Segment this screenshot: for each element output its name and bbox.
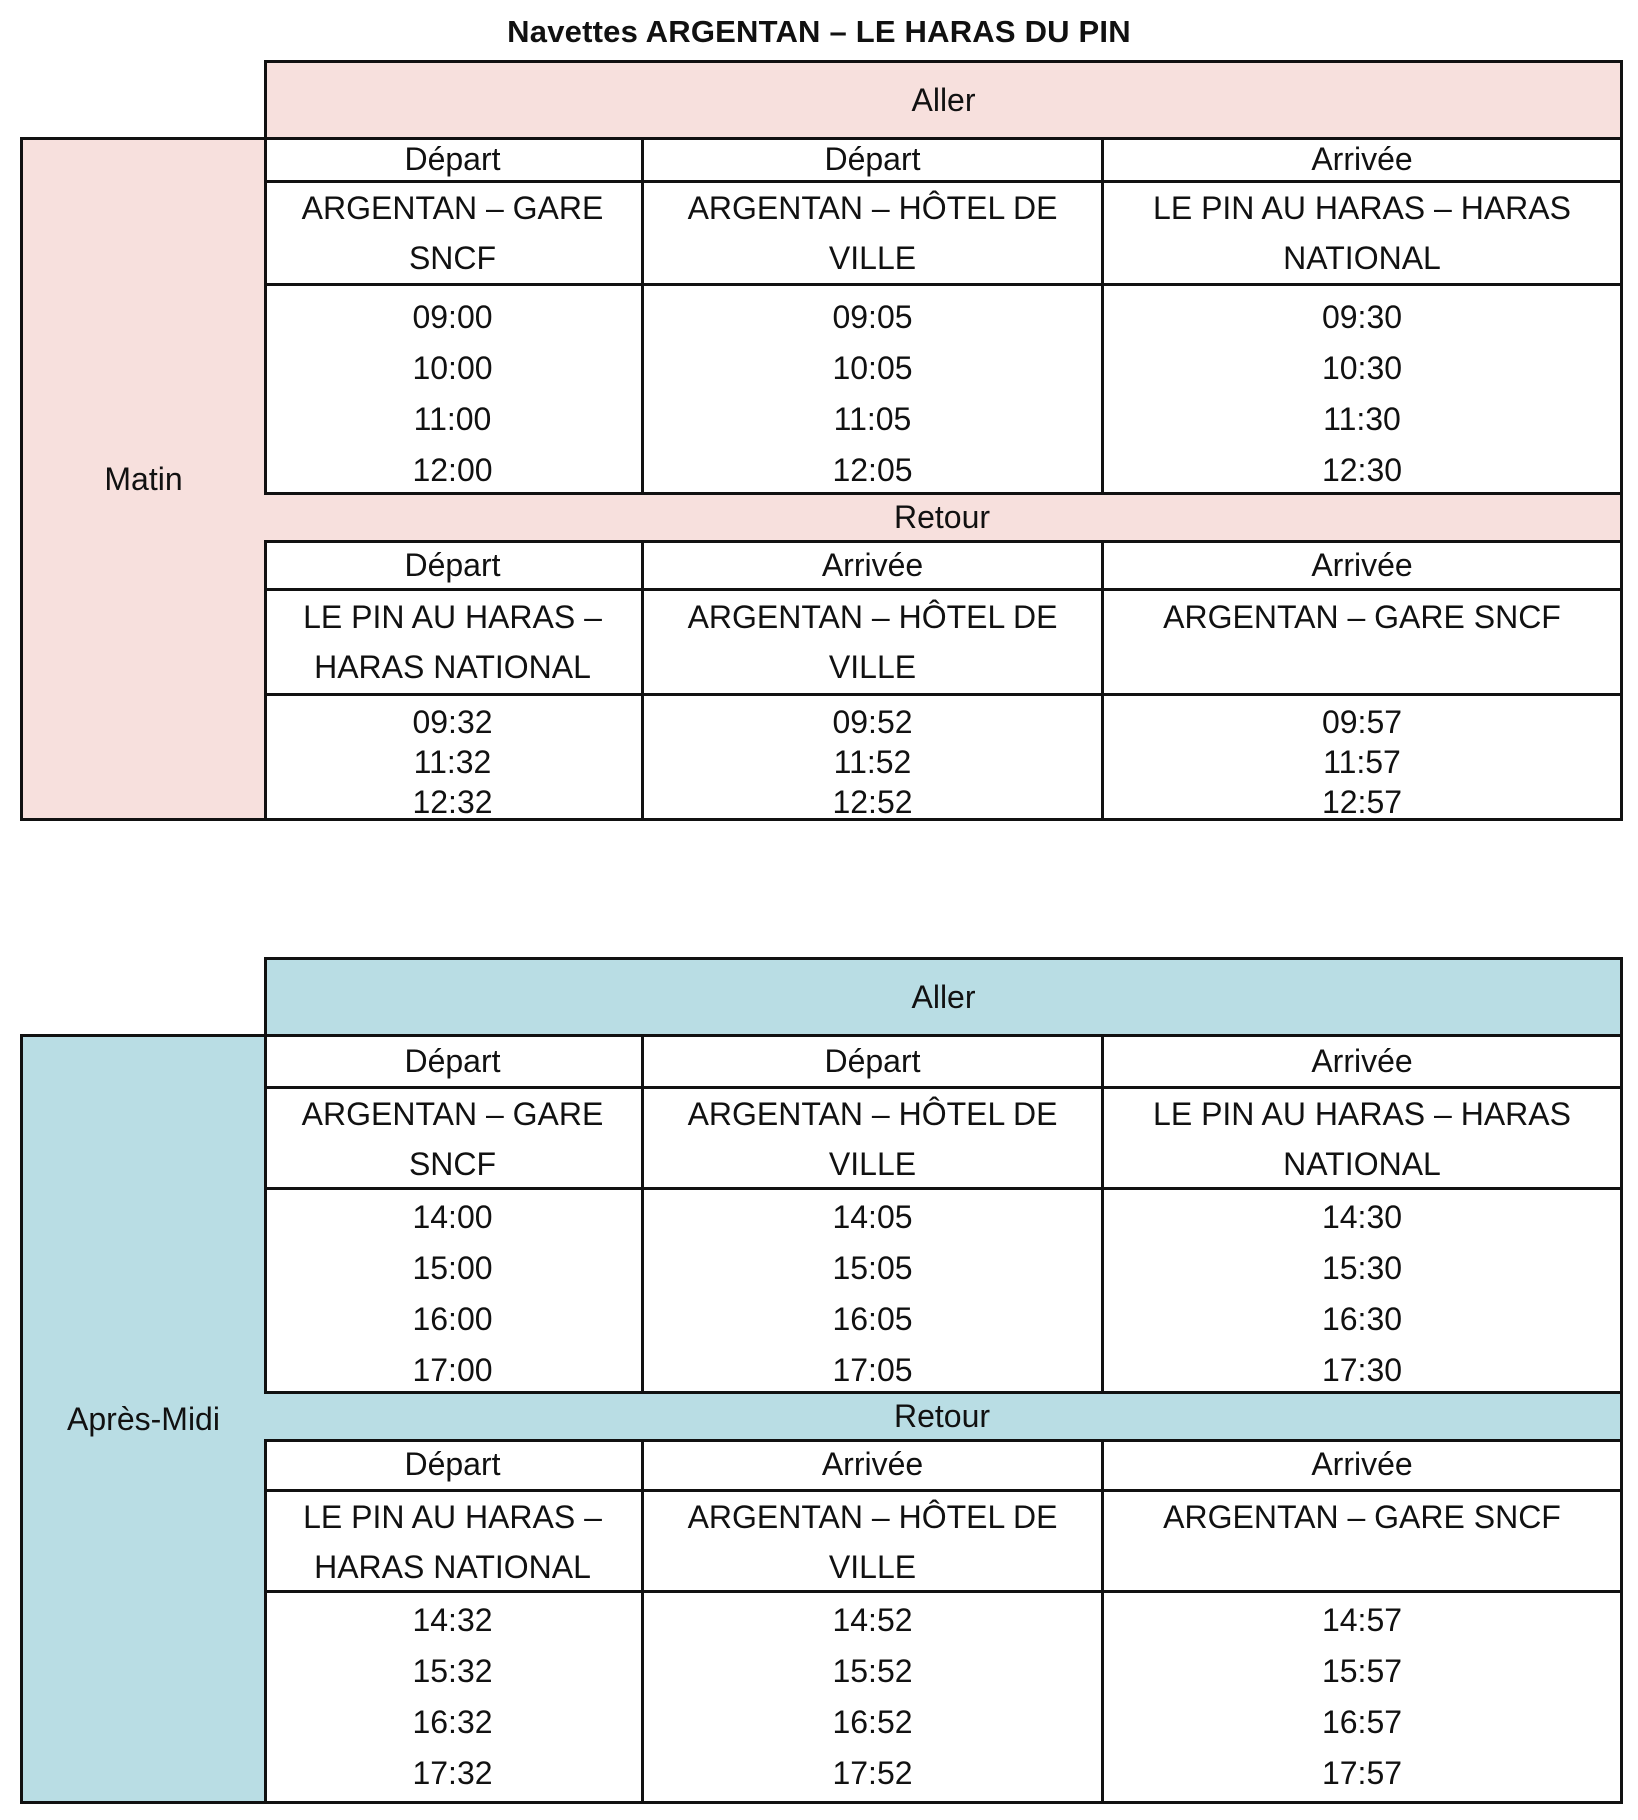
col-header: Arrivée	[1311, 1043, 1413, 1079]
time-cell: 14:52	[832, 1602, 913, 1638]
retour-header: Retour	[264, 1394, 1620, 1439]
time-cell: 14:30	[1321, 1199, 1403, 1235]
col-header: Départ	[404, 1043, 501, 1079]
time-cell: 09:32	[412, 704, 493, 740]
time-cell: 09:05	[832, 299, 913, 335]
col-header: Arrivée	[821, 1446, 924, 1482]
col-header: Départ	[824, 141, 921, 177]
time-cell: 12:57	[1321, 784, 1403, 820]
time-cell: 14:05	[832, 1199, 913, 1235]
time-cell: 14:32	[412, 1602, 493, 1638]
time-cell: 11:32	[413, 744, 492, 780]
time-cell: 16:57	[1321, 1704, 1403, 1740]
time-cell: 16:05	[832, 1301, 913, 1337]
col-header: Départ	[404, 547, 501, 583]
stop-name: NATIONAL	[1283, 1146, 1441, 1182]
col-header: Départ	[824, 1043, 921, 1079]
time-cell: 12:30	[1321, 452, 1403, 488]
time-cell: 17:52	[832, 1755, 913, 1791]
time-cell: 09:30	[1321, 299, 1403, 335]
stop-name: NATIONAL	[1283, 240, 1441, 276]
time-cell: 09:00	[412, 299, 493, 335]
time-cell: 12:52	[832, 784, 913, 820]
time-cell: 16:32	[412, 1704, 493, 1740]
time-cell: 11:30	[1323, 401, 1401, 437]
time-cell: 11:52	[833, 744, 912, 780]
stop-name: ARGENTAN – GARE SNCF	[1163, 599, 1561, 635]
time-cell: 10:30	[1321, 350, 1403, 386]
time-cell: 16:52	[832, 1704, 913, 1740]
time-cell: 17:32	[412, 1755, 493, 1791]
stop-name: LE PIN AU HARAS – HARAS	[1153, 190, 1571, 226]
stop-name: ARGENTAN – GARE	[301, 190, 604, 226]
time-cell: 10:05	[832, 350, 913, 386]
time-cell: 15:32	[412, 1653, 493, 1689]
stop-name: ARGENTAN – HÔTEL DE	[687, 190, 1058, 226]
stop-name: LE PIN AU HARAS –	[303, 1499, 602, 1535]
time-cell: 15:05	[832, 1250, 913, 1286]
time-cell: 11:00	[413, 401, 492, 437]
time-cell: 17:00	[412, 1352, 493, 1388]
stop-name: VILLE	[828, 240, 917, 276]
stop-name: LE PIN AU HARAS – HARAS	[1153, 1096, 1571, 1132]
stop-name: VILLE	[828, 1146, 917, 1182]
time-cell: 15:00	[412, 1250, 493, 1286]
aller-header: Aller	[264, 957, 1623, 1037]
time-cell: 17:30	[1321, 1352, 1403, 1388]
stop-name: ARGENTAN – GARE	[301, 1096, 604, 1132]
time-cell: 15:52	[832, 1653, 913, 1689]
col-header: Arrivée	[1311, 547, 1413, 583]
stop-name: HARAS NATIONAL	[314, 1549, 591, 1585]
time-cell: 12:32	[412, 784, 493, 820]
time-cell: 17:05	[832, 1352, 913, 1388]
stop-name: VILLE	[828, 649, 917, 685]
time-cell: 11:57	[1323, 744, 1401, 780]
schedule-grid	[264, 1034, 1623, 1804]
time-cell: 16:00	[412, 1301, 493, 1337]
period-label: Matin	[20, 137, 267, 821]
col-header: Arrivée	[821, 547, 924, 583]
col-header: Arrivée	[1311, 1446, 1413, 1482]
stop-name: ARGENTAN – HÔTEL DE	[687, 599, 1058, 635]
stop-name: VILLE	[828, 1549, 917, 1585]
col-header: Départ	[404, 141, 501, 177]
time-cell: 15:57	[1321, 1653, 1403, 1689]
time-cell: 14:57	[1321, 1602, 1403, 1638]
time-cell: 16:30	[1321, 1301, 1403, 1337]
time-cell: 12:00	[412, 452, 493, 488]
time-cell: 12:05	[832, 452, 913, 488]
time-cell: 09:52	[832, 704, 913, 740]
time-cell: 09:57	[1321, 704, 1403, 740]
period-label: Après-Midi	[20, 1034, 267, 1804]
time-cell: 10:00	[412, 350, 493, 386]
stop-name: ARGENTAN – GARE SNCF	[1163, 1499, 1561, 1535]
stop-name: ARGENTAN – HÔTEL DE	[687, 1499, 1058, 1535]
retour-header: Retour	[264, 495, 1620, 540]
stop-name: ARGENTAN – HÔTEL DE	[687, 1096, 1058, 1132]
stop-name: SNCF	[408, 1146, 497, 1182]
stop-name: LE PIN AU HARAS –	[303, 599, 602, 635]
time-cell: 17:57	[1321, 1755, 1403, 1791]
col-header: Départ	[404, 1446, 501, 1482]
aller-header: Aller	[264, 60, 1623, 140]
time-cell: 15:30	[1321, 1250, 1403, 1286]
col-header: Arrivée	[1311, 141, 1413, 177]
stop-name: SNCF	[408, 240, 497, 276]
stop-name: HARAS NATIONAL	[314, 649, 591, 685]
time-cell: 14:00	[412, 1199, 493, 1235]
time-cell: 11:05	[833, 401, 912, 437]
schedule-grid	[264, 137, 1623, 821]
document-title: Navettes ARGENTAN – LE HARAS DU PIN	[507, 14, 1131, 49]
